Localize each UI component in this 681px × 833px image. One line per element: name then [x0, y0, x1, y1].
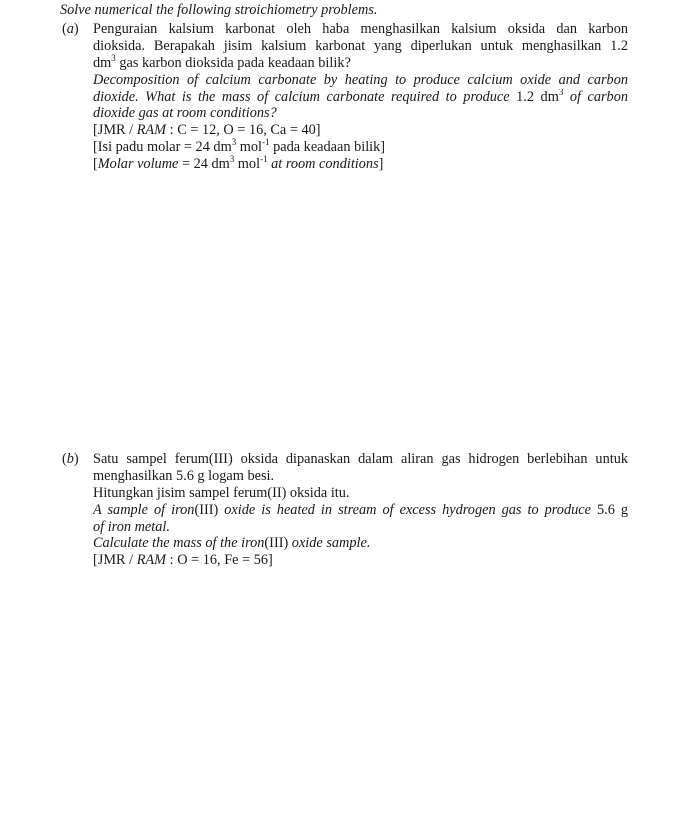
superscript: -1 — [262, 137, 270, 148]
text-segment: mol — [234, 156, 261, 173]
text-segment: dioxide. What is the mass of calcium carbonate required to produce — [93, 88, 517, 105]
question-b-label: (b) — [62, 451, 79, 467]
text-segment: Penguraian kalsium karbonat oleh haba menghasilkan kalsium oksida dan karbon — [93, 21, 628, 37]
text-line — [93, 122, 628, 139]
text-segment: RAM — [136, 122, 167, 139]
text-segment: 5.6 g — [596, 501, 628, 518]
text-line — [93, 502, 628, 519]
text-segment: mol — [236, 139, 263, 156]
text-segment: oxide sample. — [288, 535, 371, 552]
text-segment: dioxide gas at room conditions? — [93, 105, 277, 122]
question-b-text — [93, 451, 628, 569]
text-segment: Satu sampel ferum(III) oksida dipanaskan dalam aliran gas hidrogen berlebihan untuk — [93, 451, 628, 467]
text-line — [93, 156, 628, 173]
text-segment: [ — [93, 156, 98, 173]
text-segment: = 24 dm — [178, 156, 230, 173]
instructions-heading: Solve numerical the following stroichiometry problems. — [60, 2, 378, 18]
text-segment: [Isi padu molar = 24 dm — [93, 139, 232, 156]
text-line — [93, 21, 628, 38]
text-segment: Decomposition of calcium carbonate by heating to produce calcium oxide and carbon — [93, 71, 628, 88]
text-segment: A sample of iron — [93, 501, 195, 518]
superscript: 3 — [231, 137, 237, 148]
text-line — [93, 535, 628, 552]
text-segment: dioksida. Berapakah jisim kalsium karbonat yang diperlukan untuk menghasilkan 1.2 — [93, 37, 628, 54]
text-segment: [JMR / — [93, 552, 137, 569]
text-segment: [JMR / — [93, 122, 137, 139]
text-line — [93, 52, 628, 72]
text-segment: at room conditions — [267, 156, 379, 173]
text-segment: pada keadaan bilik] — [269, 139, 386, 156]
text-line — [93, 105, 628, 122]
text-segment: : C = 12, O = 16, Ca = 40] — [166, 122, 321, 139]
superscript: -1 — [260, 154, 268, 165]
text-segment: menghasilkan 5.6 g logam besi. — [93, 467, 275, 484]
text-segment: : O = 16, Fe = 56] — [166, 552, 273, 569]
text-line — [93, 89, 628, 106]
text-segment: RAM — [136, 552, 167, 569]
question-a-label: (a) — [62, 21, 79, 37]
text-line — [93, 38, 628, 55]
text-line — [93, 519, 628, 536]
text-line — [93, 139, 628, 156]
text-line — [93, 485, 628, 502]
text-segment: of iron metal. — [93, 518, 170, 535]
text-segment: 1.2 dm — [516, 88, 559, 105]
superscript: 3 — [229, 154, 235, 165]
superscript: 3 — [558, 88, 564, 97]
text-segment: of carbon — [563, 88, 628, 105]
question-a-text — [93, 21, 628, 173]
text-segment: dm — [93, 54, 112, 71]
label-letter: b — [66, 451, 74, 467]
text-segment: Hitungkan jisim sampel ferum(II) oksida itu. — [93, 484, 350, 501]
superscript: 3 — [111, 52, 116, 63]
text-line — [93, 552, 628, 569]
text-line — [93, 72, 628, 89]
text-segment: (III) — [194, 501, 219, 518]
label-letter: a — [66, 21, 74, 37]
text-segment: (III) — [264, 535, 289, 552]
text-segment: Calculate the mass of the iron — [93, 535, 265, 552]
text-line — [93, 451, 628, 468]
text-segment: oxide is heated in stream of excess hydrogen gas to produce — [218, 501, 597, 518]
text-line — [93, 468, 628, 485]
text-segment: ] — [378, 156, 384, 173]
text-segment: Molar volume — [97, 156, 179, 173]
text-segment: gas karbon dioksida pada keadaan bilik? — [115, 54, 351, 71]
